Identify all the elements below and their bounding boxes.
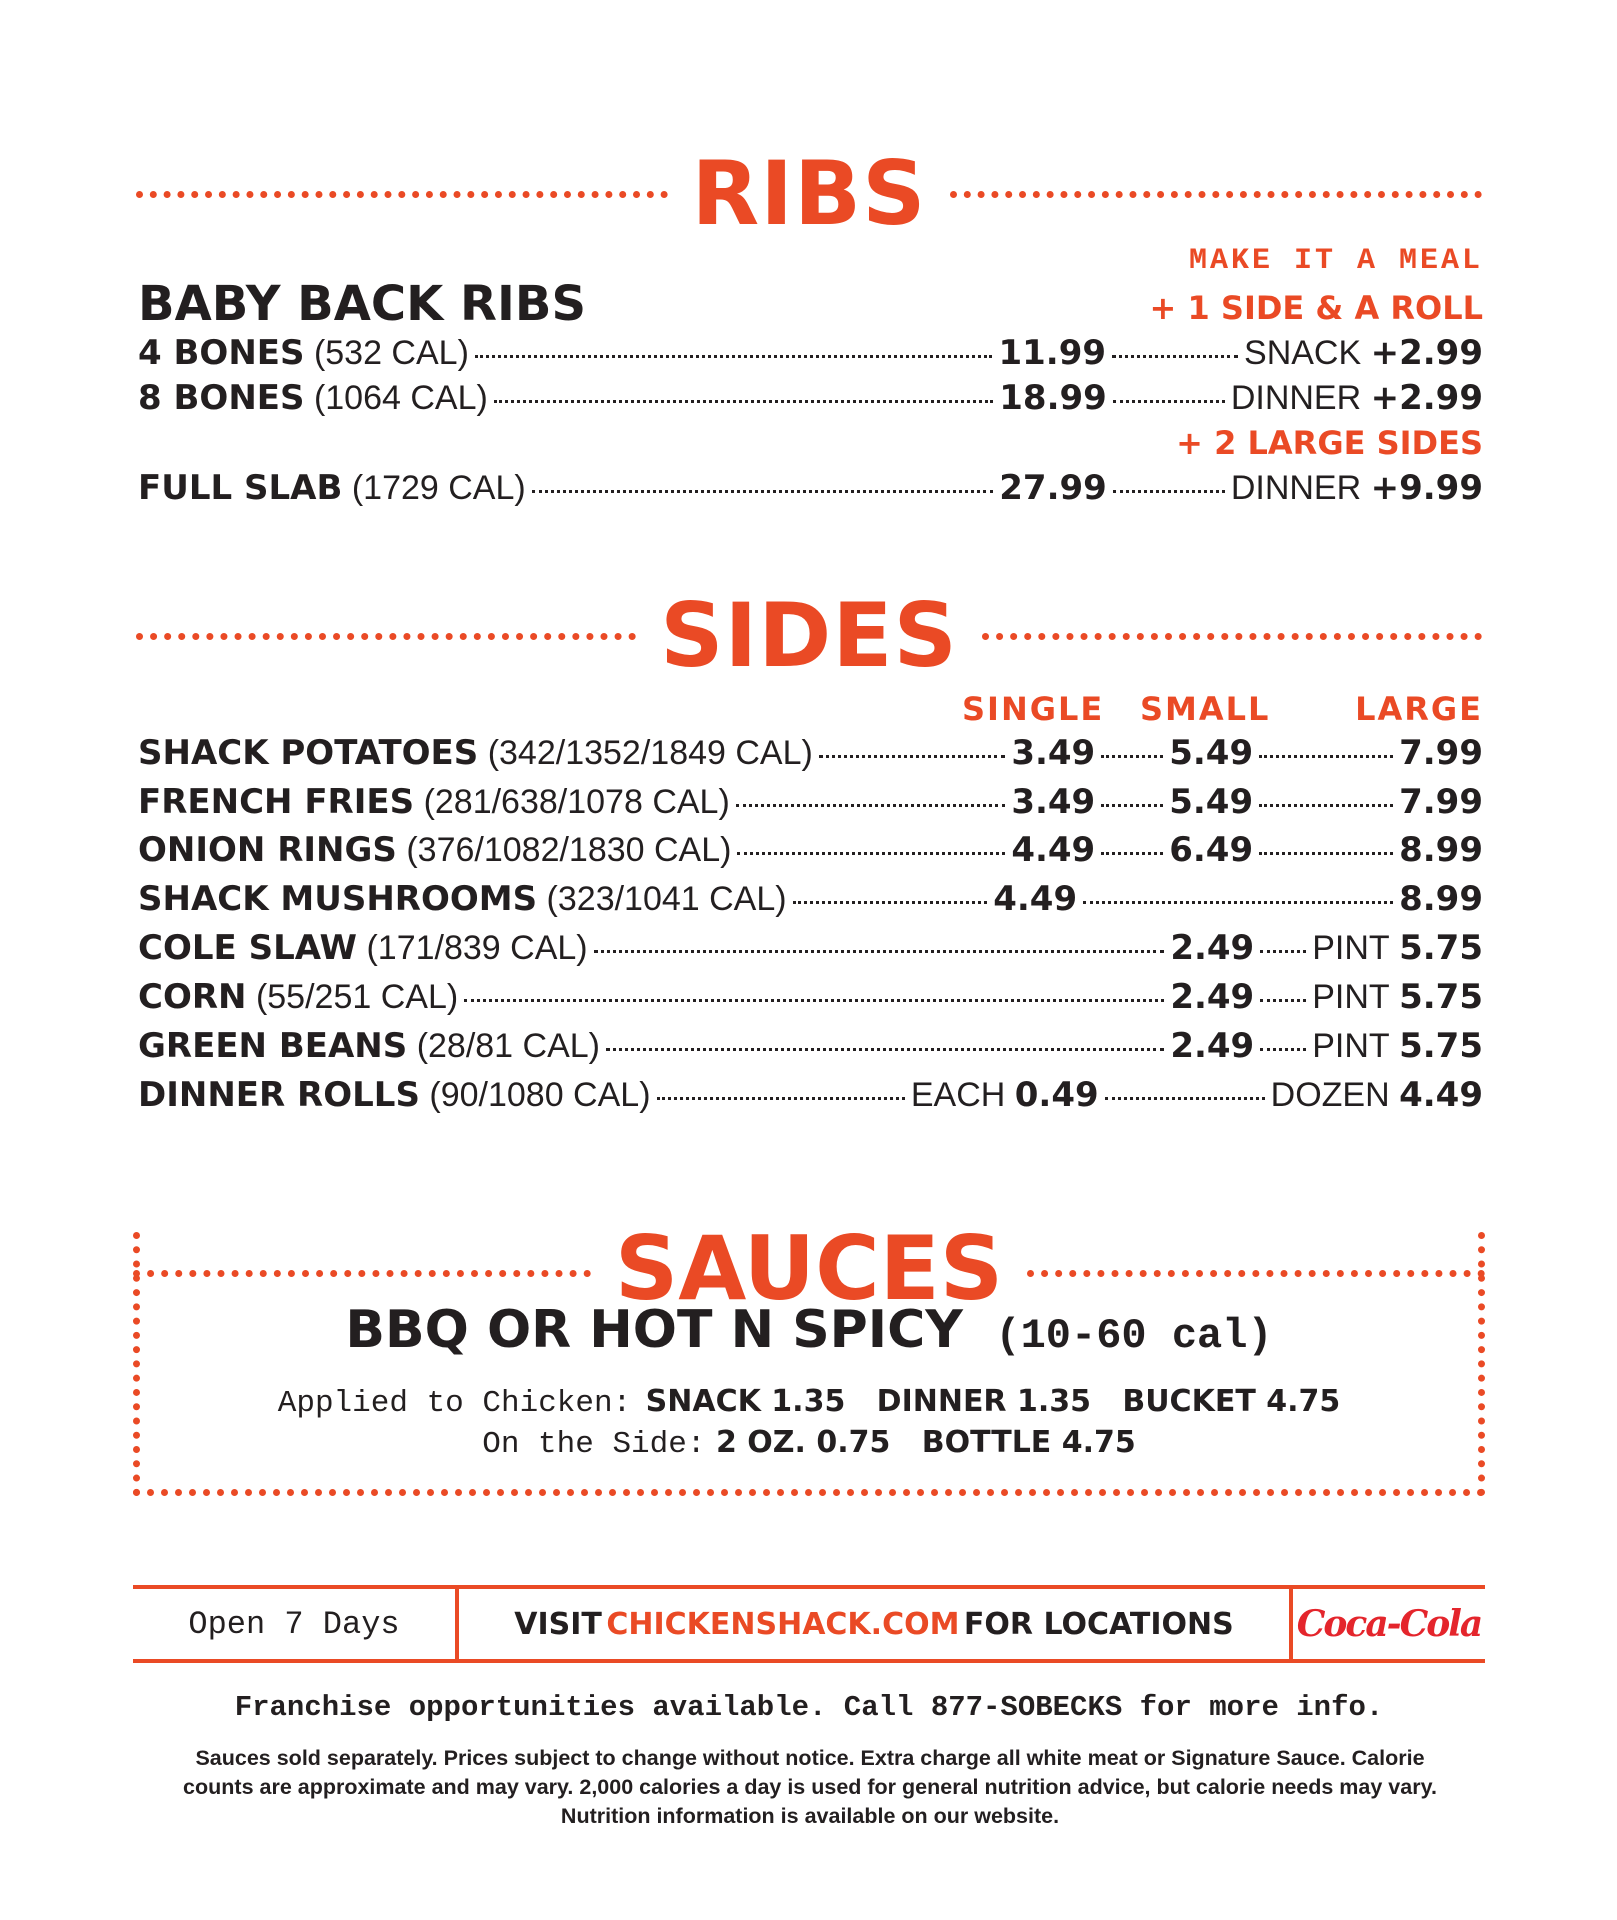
large-price: 8.99 — [1399, 830, 1483, 870]
make-it-a-meal-label: MAKE IT A MEAL — [1188, 244, 1483, 278]
item-name: SHACK MUSHROOMS — [138, 879, 538, 919]
leader-dots — [1259, 852, 1393, 855]
visit-prefix: VISIT — [514, 1606, 602, 1642]
meal-name: DINNER — [1230, 469, 1362, 507]
single-price: 3.49 — [1011, 733, 1096, 773]
item-name: FULL SLAB — [138, 468, 343, 508]
side-label: On the Side: — [482, 1427, 706, 1462]
leader-dots — [1083, 901, 1393, 904]
meal-name: DINNER — [1230, 379, 1362, 417]
leader-dots — [1101, 804, 1163, 807]
small-price: 2.49 — [1170, 928, 1255, 968]
leader-dots — [1260, 1048, 1306, 1051]
item-name: CORN — [138, 977, 247, 1017]
open-days-text: Open 7 Days — [188, 1605, 400, 1643]
large-label: PINT — [1312, 978, 1390, 1016]
sides-row — [138, 977, 1483, 1021]
item-name: SHACK POTATOES — [138, 733, 479, 773]
leader-dots — [494, 400, 993, 403]
item-calories: (171/839 CAL) — [366, 929, 588, 967]
large-price: 5.75 — [1399, 1026, 1483, 1066]
item-name: 4 BONES — [138, 333, 305, 373]
leader-dots — [737, 852, 1005, 855]
leader-dots — [606, 1048, 1164, 1051]
leader-dots — [1259, 755, 1393, 758]
ribs-row — [138, 468, 1483, 512]
single-price: 4.49 — [1011, 830, 1096, 870]
brand-cell — [1293, 1589, 1485, 1659]
single-price: 0.49 — [1014, 1075, 1099, 1115]
column-small: SMALL — [1140, 690, 1271, 728]
small-price: 2.49 — [1170, 1026, 1255, 1066]
item-calories: (1729 CAL) — [351, 469, 526, 507]
column-large: LARGE — [1355, 690, 1483, 728]
single-label: EACH — [910, 1076, 1006, 1114]
small-price: 5.49 — [1169, 733, 1254, 773]
sides-row — [138, 830, 1483, 874]
small-price: 5.49 — [1169, 782, 1254, 822]
leader-dots — [1113, 490, 1225, 493]
meal-option-large-sides: + 2 LARGE SIDES — [1176, 424, 1483, 462]
leader-dots — [1101, 755, 1163, 758]
side-line — [133, 1425, 1485, 1462]
ribs-row — [138, 378, 1483, 422]
leader-dots — [657, 1097, 905, 1100]
item-calories: (28/81 CAL) — [416, 1027, 601, 1065]
footer-bar — [133, 1585, 1485, 1663]
ribs-title: RIBS — [691, 142, 927, 245]
large-label: PINT — [1312, 929, 1390, 967]
disclaimer-line: Sauces sold separately. Prices subject to change without notice. Extra charge all white meat or Signature Sauce. Calorie — [195, 1746, 1425, 1770]
column-single: SINGLE — [962, 690, 1105, 728]
meal-name: SNACK — [1244, 334, 1362, 372]
sides-row — [138, 1026, 1483, 1070]
small-price: 2.49 — [1170, 977, 1255, 1017]
item-name: FRENCH FRIES — [138, 782, 415, 822]
sides-row — [138, 879, 1483, 923]
sauces-title: SAUCES — [614, 1217, 1004, 1320]
sauce-heading-line — [133, 1300, 1485, 1360]
large-price: 5.75 — [1399, 928, 1483, 968]
leader-dots — [1260, 950, 1306, 953]
item-name: GREEN BEANS — [138, 1026, 408, 1066]
meal-price: +9.99 — [1370, 468, 1483, 508]
coca-cola-logo: Coca-Cola — [1296, 1603, 1482, 1645]
leader-dots — [464, 999, 1164, 1002]
item-price: 11.99 — [998, 333, 1107, 373]
leader-dots — [1260, 999, 1306, 1002]
item-calories: (323/1041 CAL) — [546, 880, 787, 918]
item-calories: (1064 CAL) — [313, 379, 488, 417]
dotted-rule — [133, 1270, 591, 1277]
single-price: 4.49 — [993, 879, 1078, 919]
dotted-rule — [136, 191, 668, 198]
single-price: 3.49 — [1011, 782, 1096, 822]
item-calories: (90/1080 CAL) — [429, 1076, 651, 1114]
applied-prices: SNACK 1.35 DINNER 1.35 BUCKET 4.75 — [645, 1384, 1341, 1419]
applied-label: Applied to Chicken: — [277, 1386, 632, 1421]
item-price: 18.99 — [999, 378, 1107, 418]
large-price: 7.99 — [1399, 733, 1483, 773]
item-name: 8 BONES — [138, 378, 305, 418]
ribs-header — [136, 142, 1482, 245]
large-price: 7.99 — [1399, 782, 1483, 822]
item-name: DINNER ROLLS — [138, 1075, 420, 1115]
sauce-heading: BBQ OR HOT N SPICY — [345, 1300, 963, 1360]
small-price: 6.49 — [1169, 830, 1254, 870]
dotted-rule — [950, 191, 1482, 198]
item-name: ONION RINGS — [138, 830, 397, 870]
large-price: 5.75 — [1399, 977, 1483, 1017]
leader-dots — [736, 804, 1006, 807]
baby-back-ribs-title: BABY BACK RIBS — [138, 276, 587, 332]
disclaimer-line: counts are approximate and may vary. 2,000 calories a day is used for general nutrition advice, but calorie needs may vary. — [183, 1775, 1437, 1799]
item-calories: (281/638/1078 CAL) — [423, 783, 730, 821]
sides-row — [138, 928, 1483, 972]
sides-row — [138, 733, 1483, 777]
leader-dots — [793, 901, 988, 904]
leader-dots — [1101, 852, 1163, 855]
leader-dots — [594, 950, 1165, 953]
leader-dots — [1105, 1097, 1265, 1100]
disclaimer-line: Nutrition information is available on our website. — [560, 1804, 1060, 1828]
leader-dots — [1259, 804, 1393, 807]
meal-price: +2.99 — [1370, 333, 1483, 373]
large-price: 8.99 — [1399, 879, 1483, 919]
ribs-row — [138, 333, 1483, 377]
sides-row — [138, 782, 1483, 826]
large-label: DOZEN — [1270, 1076, 1390, 1114]
meal-price: +2.99 — [1370, 378, 1483, 418]
side-prices: 2 OZ. 0.75 BOTTLE 4.75 — [715, 1425, 1136, 1460]
sides-header — [136, 584, 1482, 687]
item-calories: (342/1352/1849 CAL) — [487, 734, 813, 772]
leader-dots — [819, 755, 1006, 758]
sides-title: SIDES — [660, 584, 958, 687]
visit-suffix: FOR LOCATIONS — [963, 1606, 1234, 1642]
leader-dots — [1112, 355, 1238, 358]
dotted-rule — [982, 633, 1482, 640]
leader-dots — [1113, 400, 1225, 403]
meal-option-side-roll: + 1 SIDE & A ROLL — [1149, 289, 1483, 327]
leader-dots — [532, 490, 994, 493]
item-name: COLE SLAW — [138, 928, 358, 968]
sauce-calories: (10-60 cal) — [995, 1312, 1273, 1360]
item-price: 27.99 — [999, 468, 1107, 508]
dotted-rule — [136, 633, 636, 640]
visit-cell — [459, 1589, 1289, 1659]
leader-dots — [475, 355, 993, 358]
dotted-rule — [1027, 1270, 1485, 1277]
open-days-cell — [133, 1589, 455, 1659]
item-calories: (376/1082/1830 CAL) — [406, 831, 732, 869]
franchise-text: Franchise opportunities available. Call 877-SOBECKS for more info. — [234, 1691, 1384, 1724]
item-calories: (532 CAL) — [313, 334, 469, 372]
item-calories: (55/251 CAL) — [255, 978, 459, 1016]
large-label: PINT — [1312, 1027, 1390, 1065]
sides-row — [138, 1075, 1483, 1119]
large-price: 4.49 — [1399, 1075, 1483, 1115]
applied-line — [133, 1384, 1485, 1421]
website-link[interactable]: CHICKENSHACK.COM — [606, 1606, 960, 1642]
